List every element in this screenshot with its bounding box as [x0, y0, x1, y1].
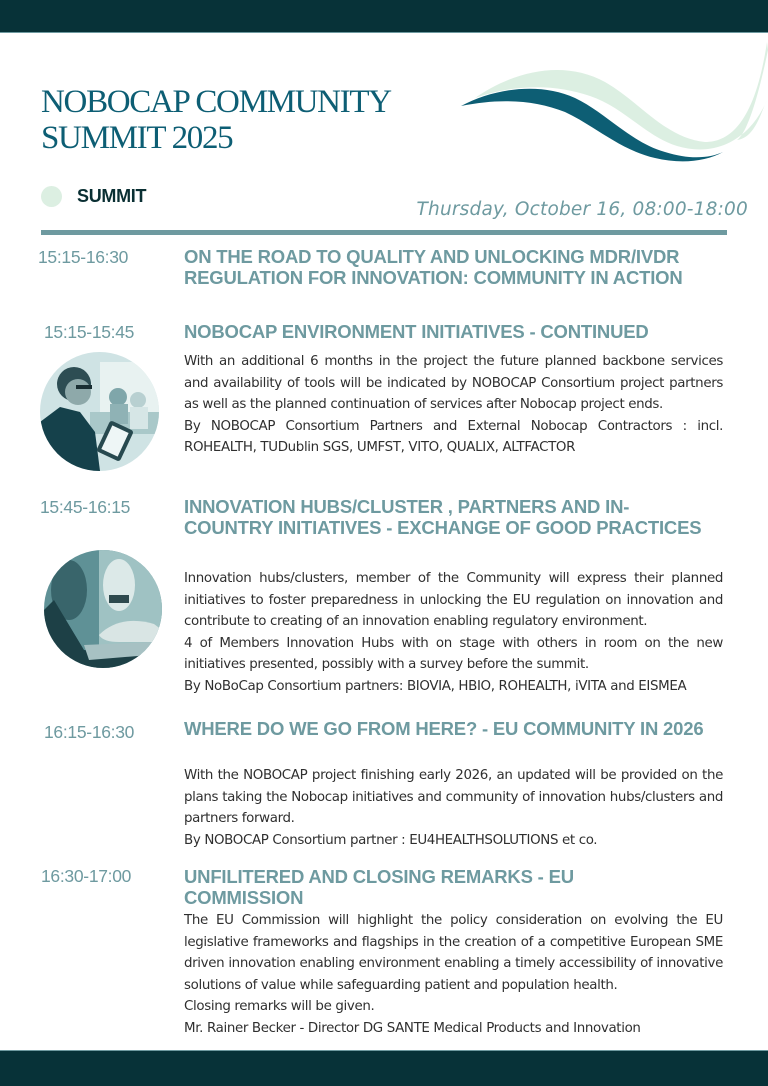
title-line-1: NOBOCAP COMMUNITY: [41, 84, 391, 120]
top-band-line: [0, 32, 768, 33]
wave-dark-band: [461, 89, 723, 162]
session-title: NOBOCAP ENVIRONMENT INITIATIVES - CONTINUED: [184, 321, 649, 342]
session-time: 16:15-16:30: [44, 722, 135, 742]
session-paragraph: 4 of Members Innovation Hubs with on stage with others in room on the new initiatives presented, possibly with a survey before the summit.: [184, 635, 723, 672]
event-date: Thursday, October 16, 08:00-18:00: [416, 199, 748, 220]
session-paragraph: By NoBoCap Consortium partners: BIOVIA, HBIO, ROHEALTH, iVITA and EISMEA: [184, 678, 687, 694]
page-title: [41, 84, 441, 156]
session-paragraph: With the NOBOCAP project finishing early 2026, an updated will be provided on the plans taking the Nobocap initiatives and community of innovation hubs/clusters and partners forward.: [184, 768, 723, 826]
session-title: ON THE ROAD TO QUALITY AND UNLOCKING MDR/IVDR REGULATION FOR INNOVATION: COMMUNITY IN ACTION: [184, 246, 683, 288]
session-description: [184, 351, 723, 459]
session-time: 15:15-15:45: [44, 322, 135, 342]
top-band: [0, 0, 768, 32]
section-label: SUMMIT: [77, 186, 147, 206]
session-title: UNFILITERED AND CLOSING REMARKS - EU COMMISSION: [184, 866, 574, 908]
wave-decoration-icon: [455, 42, 768, 162]
businessman-with-tablet-photo: [40, 352, 159, 471]
session-paragraph: Innovation hubs/clusters, member of the Community will express their planned initiatives to foster preparedness in unlocking the EU regulation on innovation and contribute to creating of an innovation enabling regulatory environment.: [184, 571, 723, 629]
session-title: WHERE DO WE GO FROM HERE? - EU COMMUNITY IN 2026: [184, 718, 704, 739]
session-paragraph: The EU Commission will highlight the policy consideration on evolving the EU legislative frameworks and flagships in the creation of a competitive European SME driven innovation enabling environment enabling a timely accessibility of innovative solutions of value while safeguarding patient and population health.: [184, 913, 723, 993]
session-description: [184, 910, 723, 1039]
session-description: [184, 568, 723, 697]
session-paragraph: By NOBOCAP Consortium Partners and External Nobocap Contractors : incl. ROHEALTH, TUDublin SGS, UMFST, VITO, QUALIX, ALTFACTOR: [184, 418, 723, 455]
session-paragraph: By NOBOCAP Consortium partner : EU4HEALTHSOLUTIONS et co.: [184, 832, 598, 848]
session-paragraph: Mr. Rainer Becker - Director DG SANTE Medical Products and Innovation: [184, 1020, 641, 1036]
title-line-2: SUMMIT 2025: [41, 120, 233, 156]
session-paragraph: With an additional 6 months in the project the future planned backbone services and availability of tools will be indicated by NOBOCAP Consortium project partners as well as the planned continuation of services after Nobocap project ends.: [184, 354, 723, 412]
header-divider: [41, 230, 727, 235]
photo-illustration: [44, 550, 162, 668]
session-title: INNOVATION HUBS/CLUSTER , PARTNERS AND IN-COUNTRY INITIATIVES - EXCHANGE OF GOOD PRACTICES: [184, 496, 702, 538]
bottom-band: [0, 1051, 768, 1086]
summit-bullet-icon: [41, 186, 62, 207]
laptop-typing-photo: [44, 550, 162, 668]
session-paragraph: Closing remarks will be given.: [184, 999, 375, 1014]
session-time: 15:45-16:15: [40, 497, 131, 517]
photo-illustration: [40, 352, 159, 471]
session-description: [184, 765, 723, 851]
session-time: 16:30-17:00: [41, 866, 132, 886]
session-time: 15:15-16:30: [38, 247, 129, 267]
